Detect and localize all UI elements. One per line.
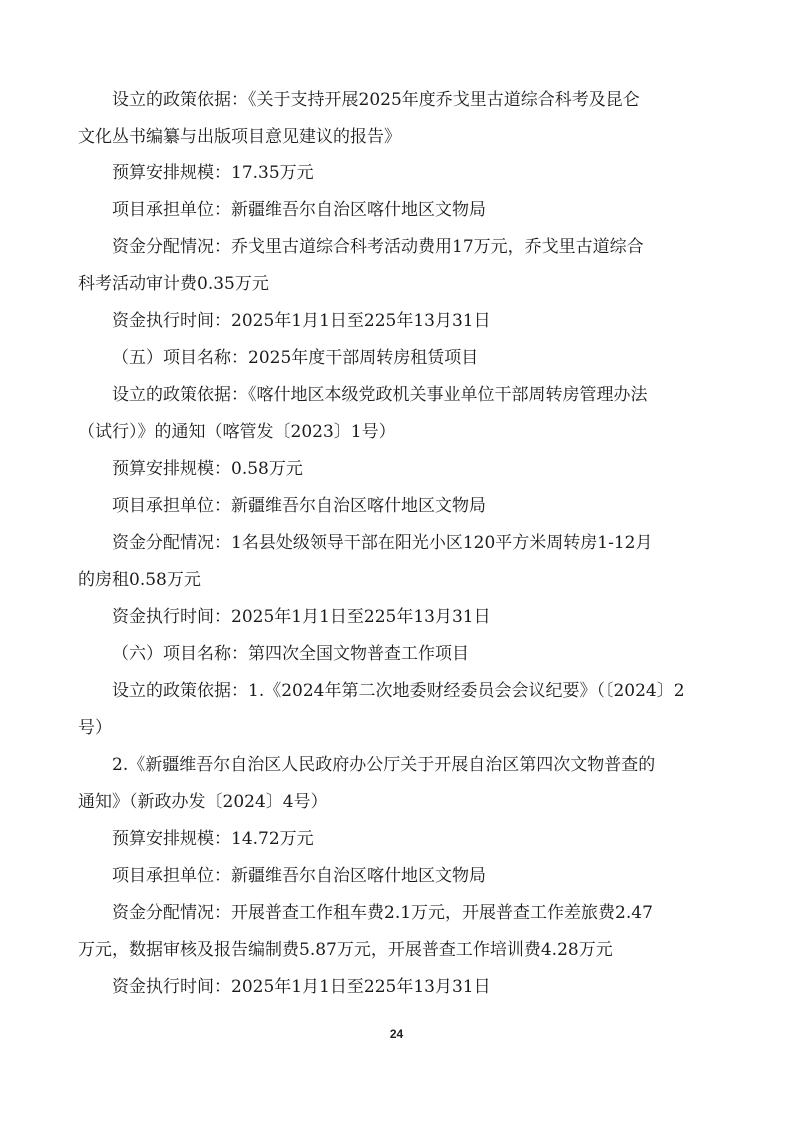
fund-allocation-line-1: 资金分配情况：乔戈里古道综合科考活动费用17万元，乔戈里古道综合	[112, 237, 644, 257]
policy-basis-line-2: （试行）》的通知（喀管发〔2023〕1号）	[78, 422, 396, 442]
fund-allocation-line-2: 万元，数据审核及报告编制费5.87万元，开展普查工作培训费4.28万元	[78, 940, 613, 960]
execution-time: 资金执行时间：2025年1月1日至225年13月31日	[112, 977, 491, 997]
policy-basis-item-2-line-2: 通知》（新政办发〔2024〕4号）	[78, 792, 328, 812]
execution-time: 资金执行时间：2025年1月1日至225年13月31日	[112, 607, 491, 627]
fund-allocation-line-1: 资金分配情况：开展普查工作租车费2.1万元，开展普查工作差旅费2.47	[112, 903, 653, 923]
policy-basis-line-2: 号）	[78, 718, 112, 738]
policy-basis-line-1: 设立的政策依据：《喀什地区本级党政机关事业单位干部周转房管理办法	[112, 385, 648, 405]
responsible-unit: 项目承担单位：新疆维吾尔自治区喀什地区文物局	[112, 866, 486, 886]
policy-basis-line-1: 设立的政策依据：《关于支持开展2025年度乔戈里古道综合科考及昆仑	[112, 90, 640, 110]
section-heading-5: （五）项目名称：2025年度干部周转房租赁项目	[112, 348, 479, 368]
policy-basis-line-2: 文化丛书编纂与出版项目意见建议的报告》	[78, 127, 401, 147]
fund-allocation-line-2: 的房租0.58万元	[78, 570, 201, 590]
fund-allocation-line-2: 科考活动审计费0.35万元	[78, 274, 269, 294]
fund-allocation-line-1: 资金分配情况：1名县处级领导干部在阳光小区120平方米周转房1-12月	[112, 533, 653, 553]
policy-basis-item-2-line-1: 2.《新疆维吾尔自治区人民政府办公厅关于开展自治区第四次文物普查的	[112, 755, 656, 775]
budget-scale: 预算安排规模：17.35万元	[112, 163, 314, 183]
policy-basis-line-1: 设立的政策依据：1.《2024年第二次地委财经委员会会议纪要》（〔2024〕2	[112, 681, 685, 701]
section-heading-6: （六）项目名称：第四次全国文物普查工作项目	[112, 644, 469, 664]
budget-scale: 预算安排规模：0.58万元	[112, 459, 303, 479]
responsible-unit: 项目承担单位：新疆维吾尔自治区喀什地区文物局	[112, 200, 486, 220]
responsible-unit: 项目承担单位：新疆维吾尔自治区喀什地区文物局	[112, 496, 486, 516]
budget-scale: 预算安排规模：14.72万元	[112, 829, 314, 849]
execution-time: 资金执行时间：2025年1月1日至225年13月31日	[112, 311, 491, 331]
page-number: 24	[389, 1027, 404, 1041]
